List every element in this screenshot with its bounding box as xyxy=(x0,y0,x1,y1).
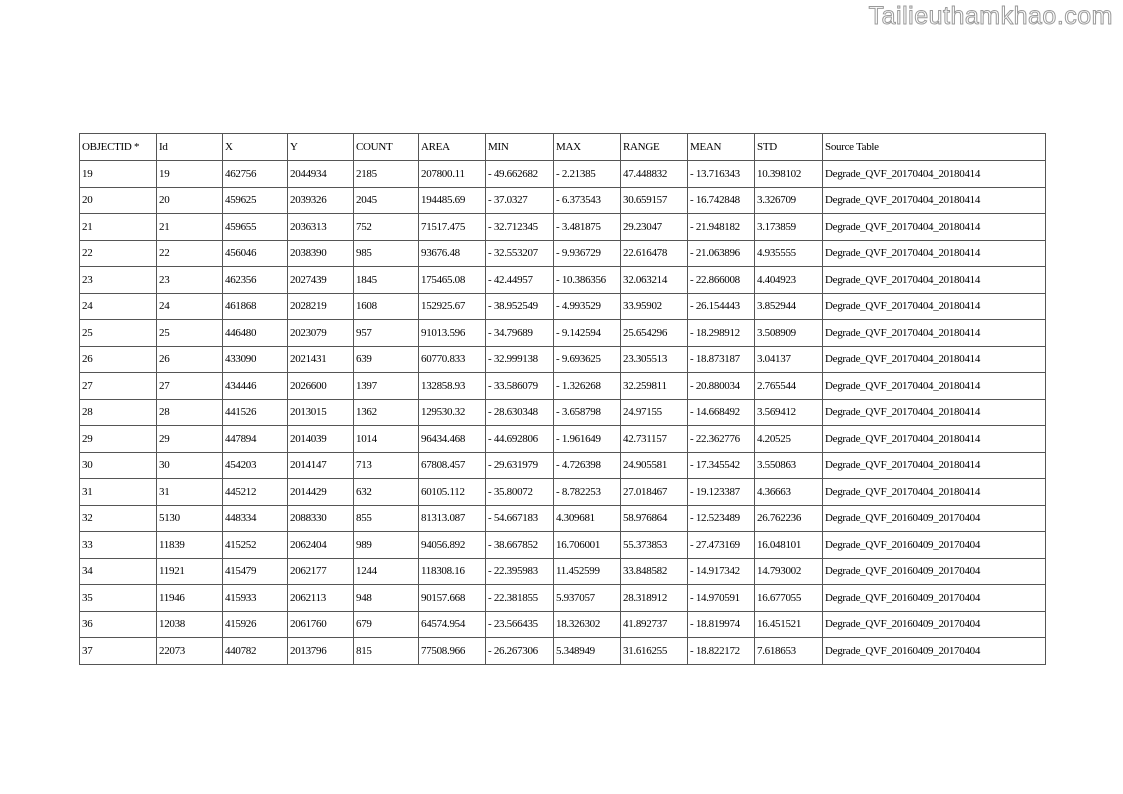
table-cell: 90157.668 xyxy=(419,585,486,612)
table-cell: 4.36663 xyxy=(755,479,823,506)
table-cell: Degrade_QVF_20170404_20180414 xyxy=(823,161,1046,188)
column-header: X xyxy=(223,134,288,161)
table-cell: Degrade_QVF_20160409_20170404 xyxy=(823,585,1046,612)
table-cell: - 22.866008 xyxy=(688,267,755,294)
table-cell: 24.905581 xyxy=(621,452,688,479)
table-cell: 34 xyxy=(80,558,157,585)
table-row xyxy=(80,399,1046,426)
table-row xyxy=(80,585,1046,612)
table-header-row xyxy=(80,134,1046,161)
table-cell: - 42.44957 xyxy=(486,267,554,294)
table-cell: 26.762236 xyxy=(755,505,823,532)
table-cell: 434446 xyxy=(223,373,288,400)
table-cell: 58.976864 xyxy=(621,505,688,532)
table-cell: 42.731157 xyxy=(621,426,688,453)
table-cell: 81313.087 xyxy=(419,505,486,532)
table-cell: - 1.326268 xyxy=(554,373,621,400)
table-cell: 415252 xyxy=(223,532,288,559)
table-cell: 2014429 xyxy=(288,479,354,506)
table-cell: 2013015 xyxy=(288,399,354,426)
table-cell: 91013.596 xyxy=(419,320,486,347)
table-cell: - 6.373543 xyxy=(554,187,621,214)
table-cell: 415926 xyxy=(223,611,288,638)
table-cell: 441526 xyxy=(223,399,288,426)
table-cell: 16.677055 xyxy=(755,585,823,612)
table-cell: 26 xyxy=(80,346,157,373)
table-cell: 433090 xyxy=(223,346,288,373)
table-cell: - 32.553207 xyxy=(486,240,554,267)
table-cell: 462356 xyxy=(223,267,288,294)
column-header: COUNT xyxy=(354,134,419,161)
table-cell: - 32.712345 xyxy=(486,214,554,241)
table-cell: - 4.993529 xyxy=(554,293,621,320)
table-cell: 1362 xyxy=(354,399,419,426)
table-cell: - 38.667852 xyxy=(486,532,554,559)
table-row xyxy=(80,611,1046,638)
table-cell: 22.616478 xyxy=(621,240,688,267)
table-cell: 5.937057 xyxy=(554,585,621,612)
table-cell: 30 xyxy=(157,452,223,479)
table-cell: 194485.69 xyxy=(419,187,486,214)
table-cell: 679 xyxy=(354,611,419,638)
table-cell: 2028219 xyxy=(288,293,354,320)
table-cell: Degrade_QVF_20170404_20180414 xyxy=(823,293,1046,320)
table-cell: 7.618653 xyxy=(755,638,823,665)
table-row xyxy=(80,638,1046,665)
table-cell: - 22.381855 xyxy=(486,585,554,612)
table-cell: - 20.880034 xyxy=(688,373,755,400)
table-cell: 3.550863 xyxy=(755,452,823,479)
table-cell: 29.23047 xyxy=(621,214,688,241)
table-cell: - 14.917342 xyxy=(688,558,755,585)
table-cell: Degrade_QVF_20160409_20170404 xyxy=(823,638,1046,665)
table-cell: - 17.345542 xyxy=(688,452,755,479)
table-cell: Degrade_QVF_20170404_20180414 xyxy=(823,267,1046,294)
watermark-text: Tailieuthamkhao.com xyxy=(868,2,1113,30)
table-cell: 22073 xyxy=(157,638,223,665)
table-cell: - 2.21385 xyxy=(554,161,621,188)
table-row xyxy=(80,373,1046,400)
table-cell: 2014039 xyxy=(288,426,354,453)
table-cell: 985 xyxy=(354,240,419,267)
table-cell: - 38.952549 xyxy=(486,293,554,320)
table-cell: - 3.481875 xyxy=(554,214,621,241)
table-cell: 33 xyxy=(80,532,157,559)
table-cell: 26 xyxy=(157,346,223,373)
table-cell: 11.452599 xyxy=(554,558,621,585)
table-cell: 632 xyxy=(354,479,419,506)
table-cell: Degrade_QVF_20170404_20180414 xyxy=(823,426,1046,453)
table-cell: 456046 xyxy=(223,240,288,267)
table-cell: 24 xyxy=(157,293,223,320)
column-header: MAX xyxy=(554,134,621,161)
table-cell: 20 xyxy=(157,187,223,214)
table-cell: 31 xyxy=(80,479,157,506)
table-cell: 2026600 xyxy=(288,373,354,400)
table-cell: 77508.966 xyxy=(419,638,486,665)
table-cell: 447894 xyxy=(223,426,288,453)
table-cell: 27 xyxy=(80,373,157,400)
table-cell: 2027439 xyxy=(288,267,354,294)
table-cell: 23.305513 xyxy=(621,346,688,373)
table-cell: - 34.79689 xyxy=(486,320,554,347)
table-cell: - 19.123387 xyxy=(688,479,755,506)
column-header: MIN xyxy=(486,134,554,161)
table-cell: 67808.457 xyxy=(419,452,486,479)
table-cell: 32 xyxy=(80,505,157,532)
table-row xyxy=(80,240,1046,267)
table-cell: 989 xyxy=(354,532,419,559)
table-cell: Degrade_QVF_20160409_20170404 xyxy=(823,505,1046,532)
table-cell: - 26.267306 xyxy=(486,638,554,665)
table-cell: 639 xyxy=(354,346,419,373)
table-cell: 152925.67 xyxy=(419,293,486,320)
table-cell: Degrade_QVF_20170404_20180414 xyxy=(823,373,1046,400)
table-row xyxy=(80,558,1046,585)
table-cell: 459625 xyxy=(223,187,288,214)
table-cell: 445212 xyxy=(223,479,288,506)
table-cell: 957 xyxy=(354,320,419,347)
table-cell: 19 xyxy=(80,161,157,188)
table-cell: 16.048101 xyxy=(755,532,823,559)
table-cell: 415933 xyxy=(223,585,288,612)
table-cell: 20 xyxy=(80,187,157,214)
table-cell: - 44.692806 xyxy=(486,426,554,453)
table-cell: 5.348949 xyxy=(554,638,621,665)
table-cell: Degrade_QVF_20170404_20180414 xyxy=(823,187,1046,214)
table-cell: 60105.112 xyxy=(419,479,486,506)
table-cell: - 23.566435 xyxy=(486,611,554,638)
table-cell: 12038 xyxy=(157,611,223,638)
table-cell: 27.018467 xyxy=(621,479,688,506)
data-table xyxy=(79,133,1046,665)
column-header: STD xyxy=(755,134,823,161)
table-cell: 28 xyxy=(80,399,157,426)
table-cell: 1845 xyxy=(354,267,419,294)
table-cell: - 14.668492 xyxy=(688,399,755,426)
table-row xyxy=(80,293,1046,320)
table-cell: 16.451521 xyxy=(755,611,823,638)
table-cell: 25 xyxy=(157,320,223,347)
table-cell: 14.793002 xyxy=(755,558,823,585)
table-cell: 32.259811 xyxy=(621,373,688,400)
table-cell: 23 xyxy=(80,267,157,294)
table-cell: - 9.693625 xyxy=(554,346,621,373)
column-header: Id xyxy=(157,134,223,161)
table-row xyxy=(80,161,1046,188)
table-cell: 71517.475 xyxy=(419,214,486,241)
table-cell: - 28.630348 xyxy=(486,399,554,426)
table-cell: 4.309681 xyxy=(554,505,621,532)
table-cell: 30.659157 xyxy=(621,187,688,214)
column-header: RANGE xyxy=(621,134,688,161)
table-cell: 132858.93 xyxy=(419,373,486,400)
table-cell: 21 xyxy=(157,214,223,241)
table-cell: Degrade_QVF_20160409_20170404 xyxy=(823,558,1046,585)
table-cell: 28.318912 xyxy=(621,585,688,612)
table-cell: - 18.298912 xyxy=(688,320,755,347)
table-cell: Degrade_QVF_20170404_20180414 xyxy=(823,399,1046,426)
table-cell: - 37.0327 xyxy=(486,187,554,214)
table-cell: 948 xyxy=(354,585,419,612)
table-cell: 29 xyxy=(157,426,223,453)
table-cell: 2023079 xyxy=(288,320,354,347)
table-cell: - 27.473169 xyxy=(688,532,755,559)
table-cell: 175465.08 xyxy=(419,267,486,294)
table-row xyxy=(80,505,1046,532)
table-cell: 2185 xyxy=(354,161,419,188)
table-cell: 118308.16 xyxy=(419,558,486,585)
table-cell: 10.398102 xyxy=(755,161,823,188)
table-cell: 41.892737 xyxy=(621,611,688,638)
table-cell: 2013796 xyxy=(288,638,354,665)
table-cell: 22 xyxy=(157,240,223,267)
table-cell: Degrade_QVF_20170404_20180414 xyxy=(823,346,1046,373)
table-cell: 713 xyxy=(354,452,419,479)
table-row xyxy=(80,187,1046,214)
table-cell: 5130 xyxy=(157,505,223,532)
table-cell: 752 xyxy=(354,214,419,241)
table-row xyxy=(80,426,1046,453)
table-cell: - 16.742848 xyxy=(688,187,755,214)
table-cell: 3.569412 xyxy=(755,399,823,426)
table-cell: 4.404923 xyxy=(755,267,823,294)
table-cell: 2045 xyxy=(354,187,419,214)
table-cell: - 1.961649 xyxy=(554,426,621,453)
table-cell: 19 xyxy=(157,161,223,188)
table-cell: - 32.999138 xyxy=(486,346,554,373)
table-cell: 440782 xyxy=(223,638,288,665)
table-cell: 16.706001 xyxy=(554,532,621,559)
column-header: Y xyxy=(288,134,354,161)
table-cell: 3.173859 xyxy=(755,214,823,241)
table-cell: 31 xyxy=(157,479,223,506)
table-cell: 18.326302 xyxy=(554,611,621,638)
column-header: AREA xyxy=(419,134,486,161)
table-cell: 33.848582 xyxy=(621,558,688,585)
table-cell: - 3.658798 xyxy=(554,399,621,426)
table-body xyxy=(80,161,1046,665)
table-cell: - 22.395983 xyxy=(486,558,554,585)
table-cell: - 49.662682 xyxy=(486,161,554,188)
table-cell: 3.326709 xyxy=(755,187,823,214)
table-cell: - 54.667183 xyxy=(486,505,554,532)
table-cell: - 4.726398 xyxy=(554,452,621,479)
table-cell: 2088330 xyxy=(288,505,354,532)
table-cell: 2062404 xyxy=(288,532,354,559)
table-cell: 25.654296 xyxy=(621,320,688,347)
table-cell: 4.935555 xyxy=(755,240,823,267)
table-cell: 2061760 xyxy=(288,611,354,638)
table-cell: 22 xyxy=(80,240,157,267)
table-cell: 24 xyxy=(80,293,157,320)
table-cell: 1014 xyxy=(354,426,419,453)
table-cell: Degrade_QVF_20160409_20170404 xyxy=(823,611,1046,638)
table-cell: Degrade_QVF_20170404_20180414 xyxy=(823,320,1046,347)
table-cell: 462756 xyxy=(223,161,288,188)
table-cell: 25 xyxy=(80,320,157,347)
table-cell: 2036313 xyxy=(288,214,354,241)
column-header: OBJECTID * xyxy=(80,134,157,161)
column-header: Source Table xyxy=(823,134,1046,161)
table-cell: 37 xyxy=(80,638,157,665)
table-cell: 207800.11 xyxy=(419,161,486,188)
table-cell: 94056.892 xyxy=(419,532,486,559)
column-header: MEAN xyxy=(688,134,755,161)
table-cell: 461868 xyxy=(223,293,288,320)
table-cell: - 18.819974 xyxy=(688,611,755,638)
table-cell: 2.765544 xyxy=(755,373,823,400)
table-cell: - 8.782253 xyxy=(554,479,621,506)
table-cell: Degrade_QVF_20170404_20180414 xyxy=(823,214,1046,241)
table-cell: - 29.631979 xyxy=(486,452,554,479)
table-cell: 32.063214 xyxy=(621,267,688,294)
table-cell: 64574.954 xyxy=(419,611,486,638)
table-cell: - 33.586079 xyxy=(486,373,554,400)
table-cell: - 18.822172 xyxy=(688,638,755,665)
table-cell: Degrade_QVF_20170404_20180414 xyxy=(823,479,1046,506)
table-cell: 448334 xyxy=(223,505,288,532)
table-cell: 21 xyxy=(80,214,157,241)
table-cell: 3.852944 xyxy=(755,293,823,320)
table-row xyxy=(80,532,1046,559)
table-row xyxy=(80,479,1046,506)
table-cell: 2014147 xyxy=(288,452,354,479)
table-cell: 2062177 xyxy=(288,558,354,585)
table-row xyxy=(80,452,1046,479)
table-cell: 3.04137 xyxy=(755,346,823,373)
table-cell: 27 xyxy=(157,373,223,400)
table-cell: 31.616255 xyxy=(621,638,688,665)
table-cell: 2038390 xyxy=(288,240,354,267)
table-cell: 459655 xyxy=(223,214,288,241)
table-cell: 96434.468 xyxy=(419,426,486,453)
table-cell: Degrade_QVF_20170404_20180414 xyxy=(823,240,1046,267)
table-cell: - 13.716343 xyxy=(688,161,755,188)
table-cell: 33.95902 xyxy=(621,293,688,320)
table-cell: 1608 xyxy=(354,293,419,320)
table-cell: 11921 xyxy=(157,558,223,585)
table-cell: 1244 xyxy=(354,558,419,585)
table-row xyxy=(80,346,1046,373)
table-cell: 129530.32 xyxy=(419,399,486,426)
table-cell: 3.508909 xyxy=(755,320,823,347)
table-cell: - 14.970591 xyxy=(688,585,755,612)
table-cell: 415479 xyxy=(223,558,288,585)
table-cell: 2039326 xyxy=(288,187,354,214)
table-cell: 28 xyxy=(157,399,223,426)
table-cell: 446480 xyxy=(223,320,288,347)
table-cell: 35 xyxy=(80,585,157,612)
table-cell: Degrade_QVF_20160409_20170404 xyxy=(823,532,1046,559)
table-cell: 55.373853 xyxy=(621,532,688,559)
table-cell: 11946 xyxy=(157,585,223,612)
table-cell: 60770.833 xyxy=(419,346,486,373)
table-cell: - 35.80072 xyxy=(486,479,554,506)
table-cell: 4.20525 xyxy=(755,426,823,453)
table-cell: 855 xyxy=(354,505,419,532)
table-cell: 47.448832 xyxy=(621,161,688,188)
table-cell: 23 xyxy=(157,267,223,294)
table-cell: 2021431 xyxy=(288,346,354,373)
table-cell: - 21.063896 xyxy=(688,240,755,267)
table-row xyxy=(80,267,1046,294)
table-cell: - 21.948182 xyxy=(688,214,755,241)
table-cell: - 22.362776 xyxy=(688,426,755,453)
table-cell: 11839 xyxy=(157,532,223,559)
table-cell: 1397 xyxy=(354,373,419,400)
table-cell: - 9.142594 xyxy=(554,320,621,347)
table-cell: 2044934 xyxy=(288,161,354,188)
table-row xyxy=(80,214,1046,241)
table-cell: 24.97155 xyxy=(621,399,688,426)
table-cell: 30 xyxy=(80,452,157,479)
table-cell: - 12.523489 xyxy=(688,505,755,532)
table-cell: 29 xyxy=(80,426,157,453)
table-cell: 93676.48 xyxy=(419,240,486,267)
table-cell: - 26.154443 xyxy=(688,293,755,320)
table-cell: Degrade_QVF_20170404_20180414 xyxy=(823,452,1046,479)
table-cell: - 9.936729 xyxy=(554,240,621,267)
table-cell: 2062113 xyxy=(288,585,354,612)
table-cell: 454203 xyxy=(223,452,288,479)
table-cell: - 18.873187 xyxy=(688,346,755,373)
table-cell: 815 xyxy=(354,638,419,665)
table-cell: 36 xyxy=(80,611,157,638)
table-cell: - 10.386356 xyxy=(554,267,621,294)
table-row xyxy=(80,320,1046,347)
